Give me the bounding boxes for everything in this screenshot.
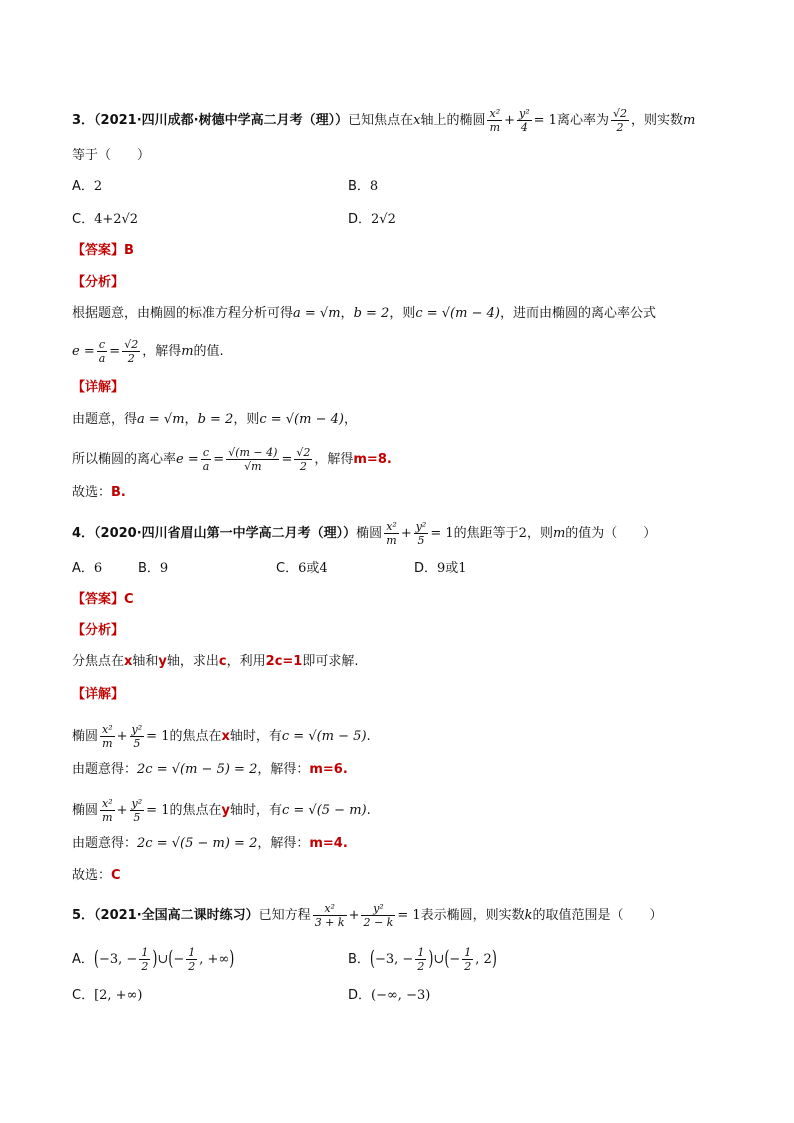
q3-option-b[interactable]: B．8 — [348, 179, 379, 194]
q5-option-d[interactable]: D．(−∞, −3) — [348, 988, 431, 1003]
q3-stem-line2: 等于（ ） — [72, 148, 151, 163]
q3-conclusion: 故选：B. — [72, 485, 126, 500]
q5-option-a[interactable]: A．(−3, − $\frac{1}{2}$ )∪(− $\frac{1}{2}$ , +∞) — [72, 946, 235, 973]
q3-stem: 3．（2021·四川成都·树德中学高二月考（理））已知焦点在x轴上的椭圆 $\frac{\text{x²}}{m}$ + $\frac{\text{y²}}{4}$ = 1离心率为 $\frac{√2}{2}$ ，则实数m — [72, 107, 696, 134]
q3-fraction-y: $\frac{\text{y²}}{4}$ — [519, 107, 530, 134]
q3-option-c[interactable]: C．4+2√2 — [72, 212, 139, 227]
q3-option-a[interactable]: A．2 — [72, 179, 103, 194]
q4-detail-line1: 椭圆 $\frac{\text{x²}}{m}$ + $\frac{\text{y²}}{5}$ = 1的焦点在x轴时，有c = √(m − 5). — [72, 723, 371, 750]
q4-stem: 4．（2020·四川省眉山第一中学高二月考（理））椭圆 $\frac{\text{x²}}{m}$ + $\frac{\text{y²}}{5}$ = 1的焦距等于2，则m的值为（ ） — [72, 520, 657, 547]
q3-text-c: 离心率为 — [556, 113, 609, 128]
answer-tag: 【答案】 — [72, 243, 125, 258]
q3-eccentricity: $\frac{√2}{2}$ — [612, 107, 627, 134]
q3-text-d: ，则实数 — [630, 113, 683, 128]
q3-analysis-line2: e = $\frac{c}{a}$ = $\frac{√2}{2}$ ，解得m的值. — [72, 338, 224, 365]
q3-number: 3． — [72, 113, 95, 128]
q3-fraction-x: $\frac{\text{x²}}{m}$ — [489, 107, 501, 134]
q3-analysis-line1: 根据题意，由椭圆的标准方程分析可得a = √m，b = 2，则c = √(m − 4)，进而由椭圆的离心率公式 — [72, 306, 656, 321]
q3-answer — [72, 241, 134, 261]
q5-option-b[interactable]: B．(−3, − $\frac{1}{2}$ )∪(− $\frac{1}{2}$ , 2) — [348, 946, 497, 973]
q3-analysis-tag: 【分析】 — [72, 275, 125, 290]
q3-source: （2021·四川成都·树德中学高二月考（理）） — [94, 113, 349, 128]
q3-detail-tag: 【详解】 — [72, 380, 125, 395]
q5-stem: 5．（2021·全国高二课时练习）已知方程 $\frac{\text{x²}}{3 + k}$ + $\frac{\text{y²}}{2 - k}$ = 1表示椭圆，则实数k的取值范围是（ ） — [72, 902, 663, 929]
q3-eq-one: = 1 — [533, 113, 557, 128]
q4-analysis-line: 分焦点在x轴和y轴，求出c，利用2c=1即可求解. — [72, 654, 359, 669]
q4-answer: 【答案】C — [72, 592, 134, 607]
q4-option-c[interactable]: C．6或4 — [276, 561, 328, 576]
q4-analysis-tag: 【分析】 — [72, 623, 125, 638]
q4-detail-tag: 【详解】 — [72, 687, 125, 702]
q4-number: 4． — [72, 526, 95, 541]
q3-text-a: 已知焦点在 — [348, 113, 414, 128]
q4-option-a[interactable]: A．6 — [72, 561, 103, 576]
q4-detail-line3: 椭圆 $\frac{\text{x²}}{m}$ + $\frac{\text{y²}}{5}$ = 1的焦点在y轴时，有c = √(5 − m). — [72, 797, 371, 824]
q3-text-b: 轴上的椭圆 — [420, 113, 486, 128]
q4-detail-line4: 由题意得：2c = √(5 − m) = 2，解得：m=4. — [72, 836, 348, 851]
q4-option-b[interactable]: B．9 — [138, 561, 169, 576]
answer-value: B — [124, 243, 134, 258]
q3-m-var: m — [682, 113, 696, 128]
q4-source: （2020·四川省眉山第一中学高二月考（理）） — [94, 526, 357, 541]
q3-option-d[interactable]: D．2√2 — [348, 212, 396, 227]
q4-option-d[interactable]: D．9或1 — [414, 561, 467, 576]
q3-detail-line2: 所以椭圆的离心率e = $\frac{c}{a}$ = $\frac{√(m - 4)}{√m}$ = $\frac{√2}{2}$ ，解得m=8. — [72, 446, 392, 473]
q3-x-var: x — [413, 113, 421, 128]
q4-detail-line2: 由题意得：2c = √(m − 5) = 2，解得：m=6. — [72, 762, 348, 777]
q5-option-c[interactable]: C．[2, +∞) — [72, 988, 143, 1003]
q4-conclusion: 故选：C — [72, 868, 121, 883]
q3-detail-line1: 由题意，得a = √m，b = 2，则c = √(m − 4)， — [72, 412, 357, 427]
